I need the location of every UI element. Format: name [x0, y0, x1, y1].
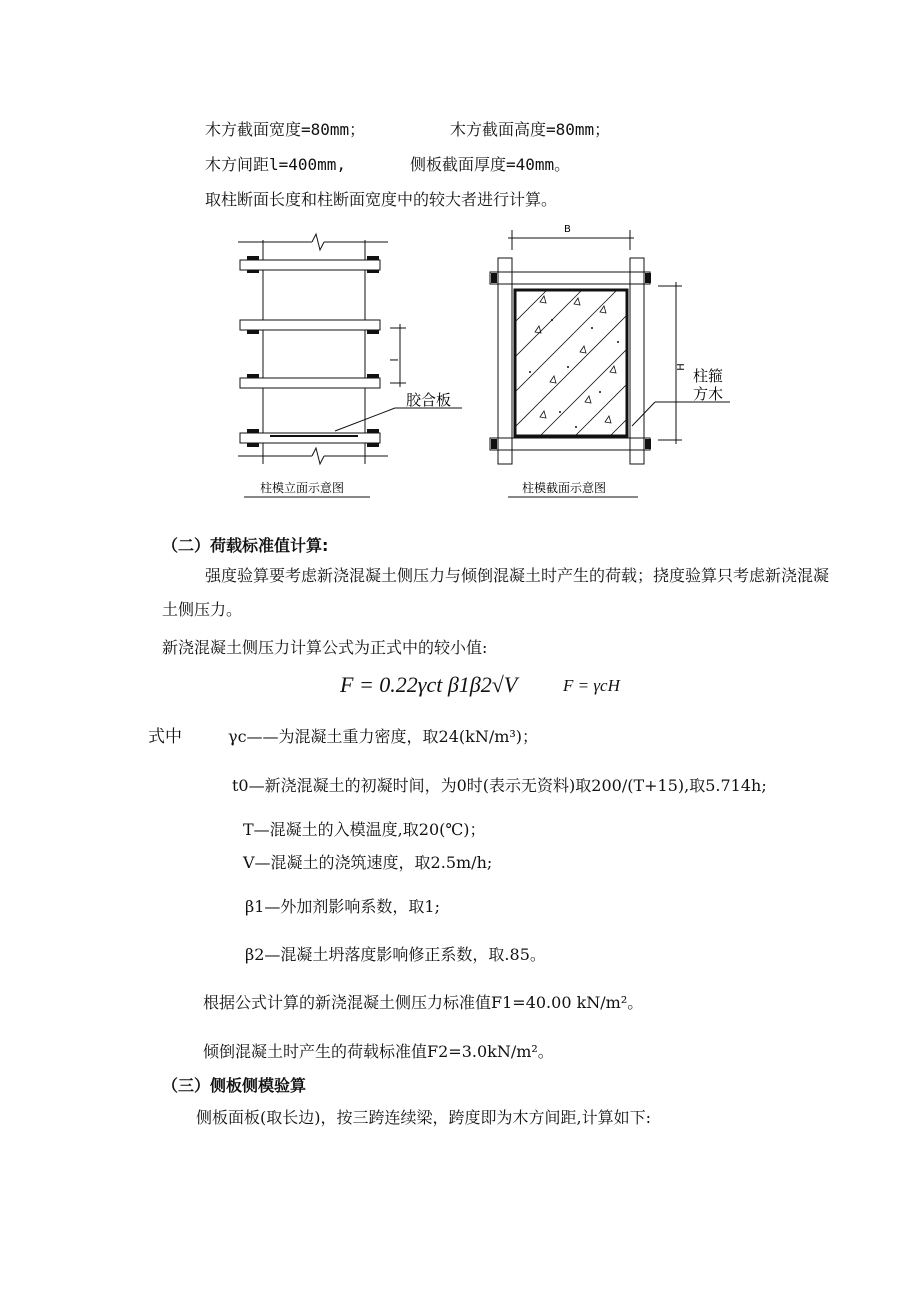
- section-caption: 柱模截面示意图: [522, 481, 607, 495]
- wood-height-text: 木方截面高度=80mm；: [450, 120, 611, 139]
- wood-width-text: 木方截面宽度=80mm；: [205, 120, 366, 139]
- hoop-label: 柱箍: [693, 367, 724, 385]
- plywood-label: 胶合板: [406, 391, 452, 409]
- take-larger-text: 取柱断面长度和柱断面宽度中的较大者进行计算。: [205, 190, 558, 209]
- section2-para1-line2: 土侧压力。: [162, 600, 243, 619]
- section3-para: 侧板面板(取长边)，按三跨连续梁，跨度即为木方间距,计算如下:: [196, 1108, 651, 1127]
- elevation-caption: 柱模立面示意图: [260, 481, 345, 495]
- dimension-h-label: H: [676, 363, 687, 371]
- beta2-definition: β2—混凝土坍落度影响修正系数，取.85。: [245, 945, 546, 964]
- beta1-definition: β1—外加剂影响系数，取1;: [245, 897, 441, 916]
- T-definition: T—混凝土的入模温度,取20(℃)；: [243, 820, 486, 839]
- t0-definition: t0—新浇混凝土的初凝时间，为0时(表示无资料)取200/(T+15),取5.714h;: [232, 776, 767, 795]
- section3-heading: （三）侧板侧模验算: [162, 1076, 307, 1095]
- formula-1: F = 0.22γct β1β2√V: [340, 672, 518, 697]
- gamma-c-definition: γc——为混凝土重力密度，取24(kN/m³)；: [228, 727, 539, 746]
- F2-result: 倾倒混凝土时产生的荷载标准值F2=3.0kN/m²。: [203, 1042, 554, 1061]
- section2-heading: （二）荷载标准值计算:: [162, 536, 329, 555]
- section2-para2: 新浇混凝土侧压力计算公式为正式中的较小值:: [162, 638, 488, 657]
- dimension-b-label: B: [564, 224, 571, 235]
- side-thickness-text: 侧板截面厚度=40mm。: [410, 155, 571, 174]
- where-label: 式中: [148, 727, 182, 747]
- F1-result: 根据公式计算的新浇混凝土侧压力标准值F1=40.00 kN/m²。: [203, 993, 644, 1012]
- V-definition: V—混凝土的浇筑速度，取2.5m/h;: [243, 853, 493, 872]
- spacing-l-label: l: [388, 358, 401, 362]
- wood-spacing-text: 木方间距l=400mm,: [205, 155, 347, 174]
- formula-2: F = γcH: [563, 676, 620, 695]
- section2-para1-line1: 强度验算要考虑新浇混凝土侧压力与倾倒混凝土时产生的荷载；挠度验算只考虑新浇混凝: [205, 566, 830, 585]
- column-elevation-figure: [230, 228, 470, 500]
- wood-label: 方木: [693, 385, 724, 403]
- column-section-figure: [480, 222, 740, 502]
